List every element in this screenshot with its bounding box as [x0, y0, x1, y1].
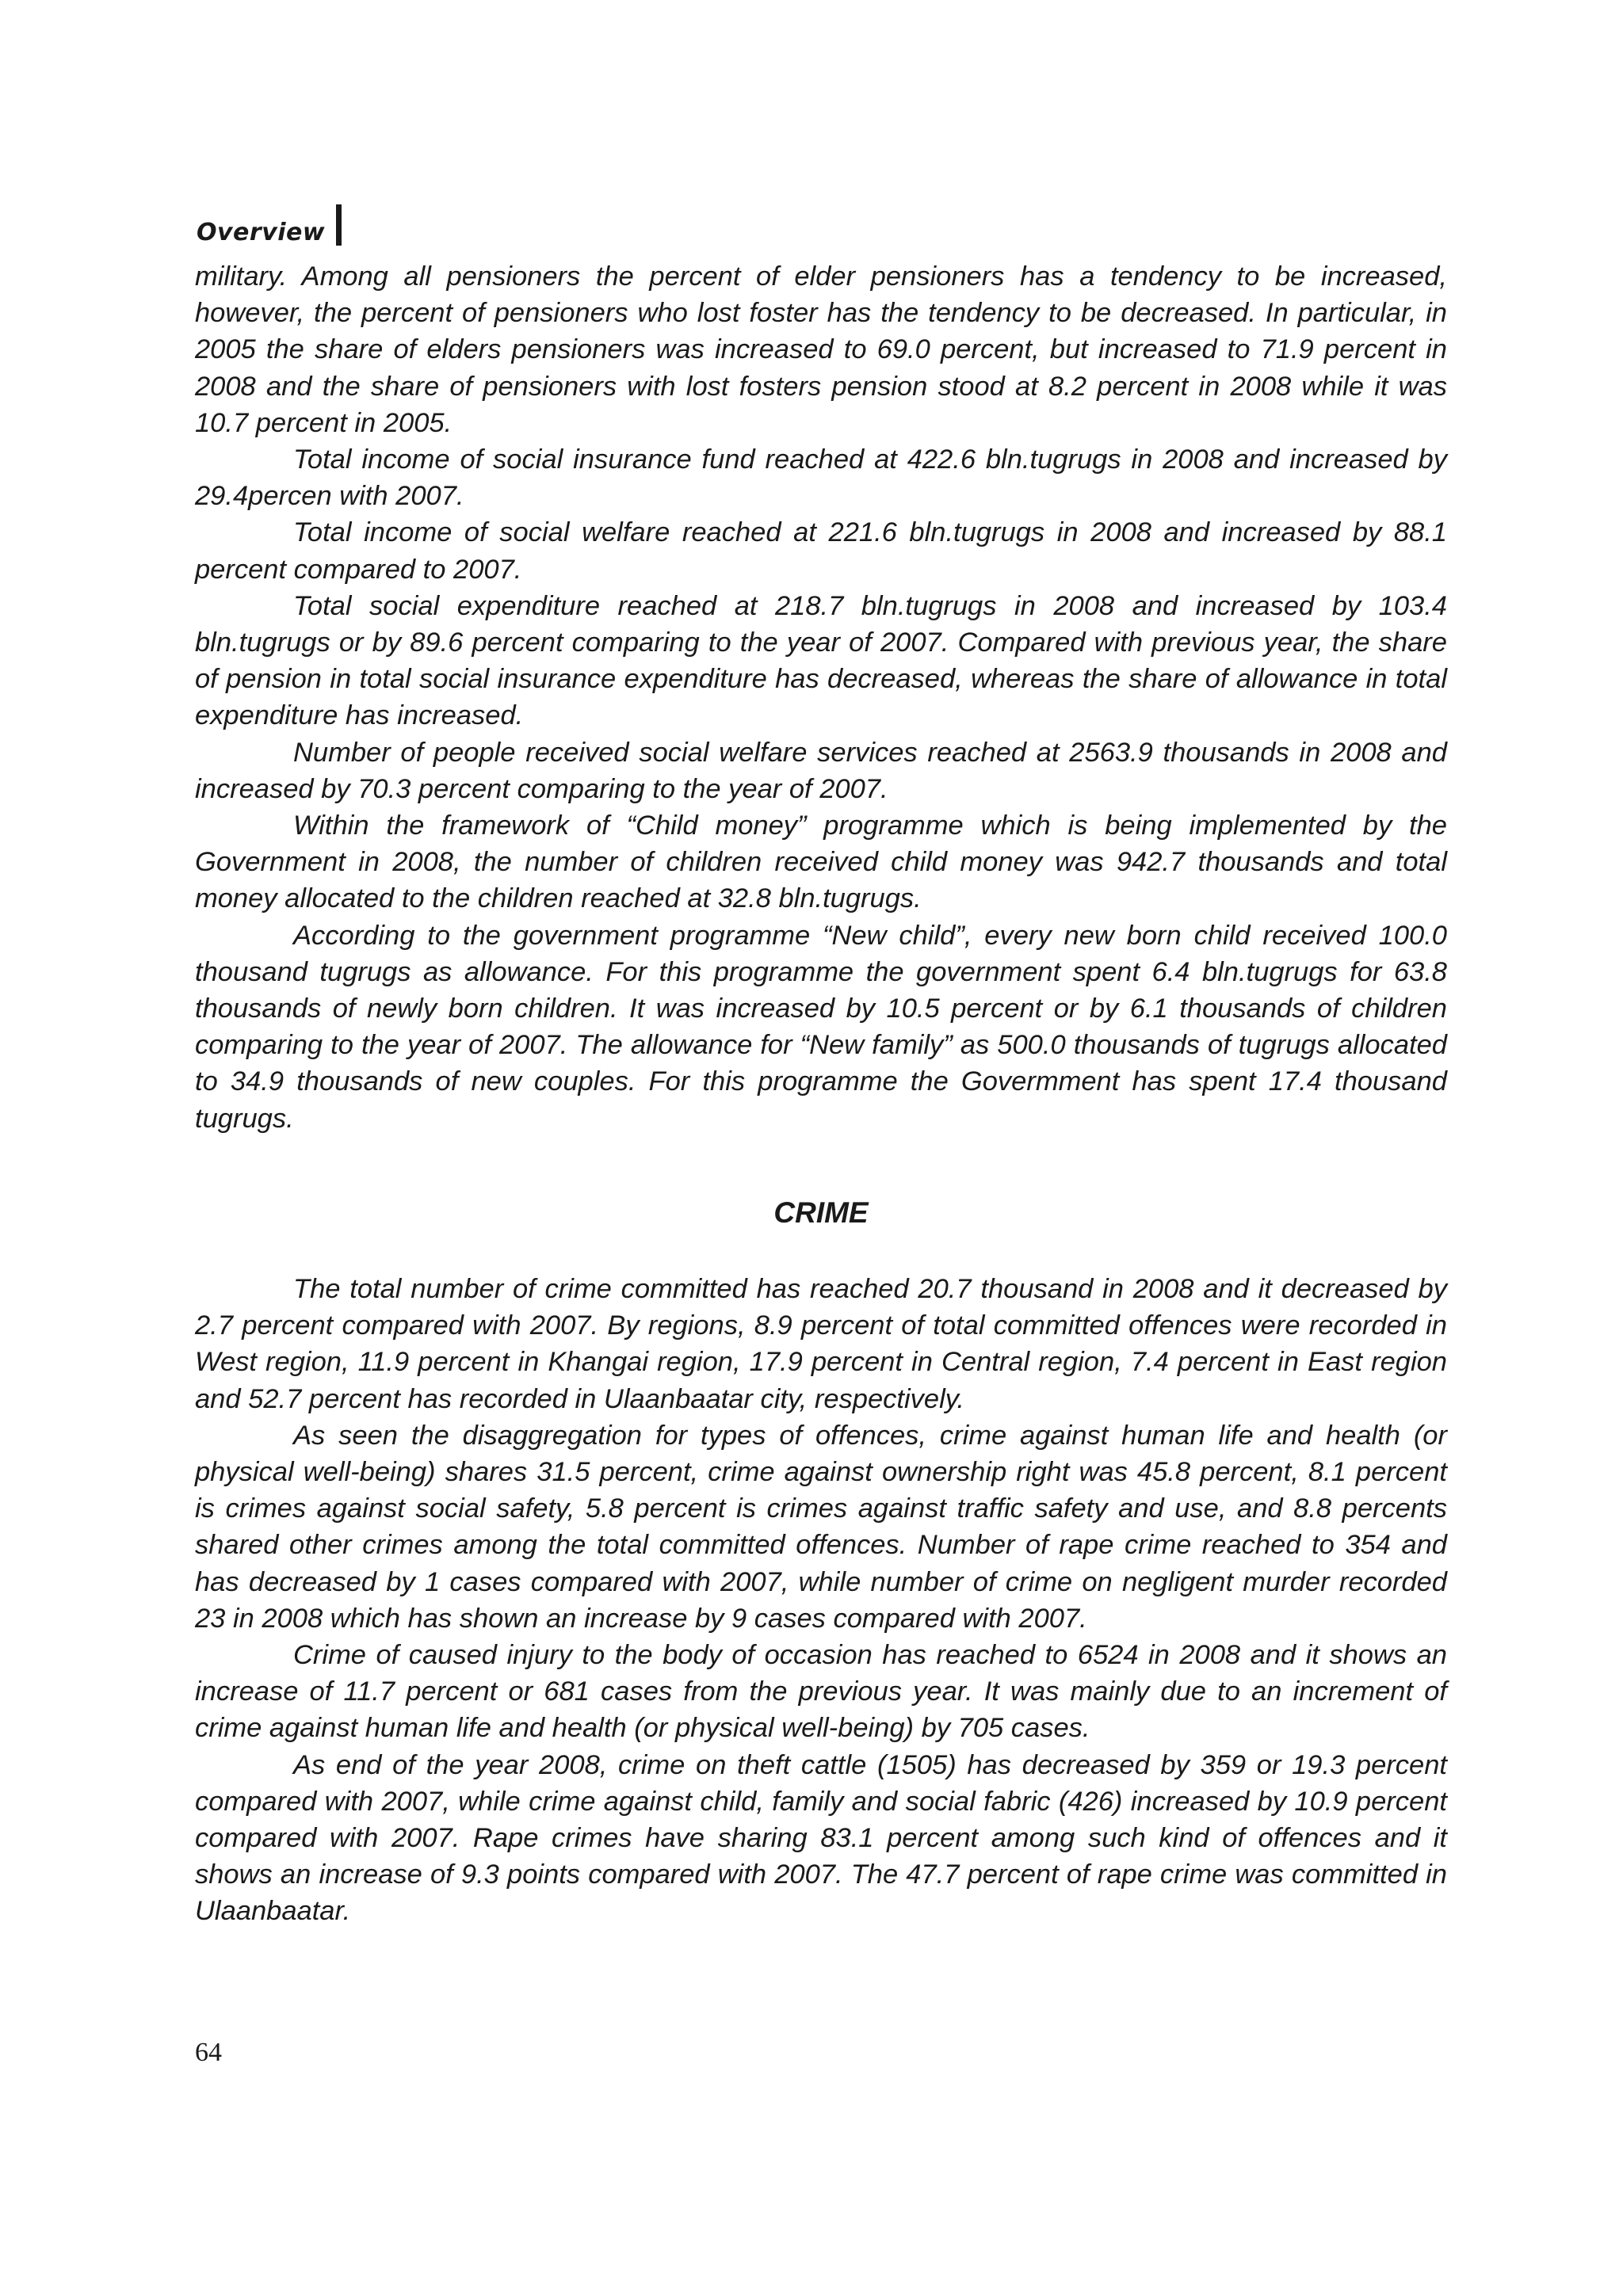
header-divider — [336, 204, 342, 246]
paragraph-crime-total: The total number of crime committed has reached 20.7 thousand in 2008 and it decreased by 2.7 percent compared with 2007. By regions, 8.9 percent of total committed offences were recorded in West region, 11.9 percent in Khangai region, 17.9 percent in Central region, 7.4 percent in East region and 52.7 percent has recorded in Ulaanbaatar city, respectively. — [195, 1274, 1447, 1414]
body-text-crime — [195, 1271, 1447, 1930]
body-text-top — [195, 258, 1447, 1137]
paragraph-social-welfare-income: Total income of social welfare reached at 221.6 bln.tugrugs in 2008 and increased by 88.1 percent compared to 2007. — [195, 517, 1447, 585]
paragraph-new-child: According to the government programme “New child”, every new born child received 100.0 thousand tugrugs as allowance. For this programme the government spent 6.4 bln.tugrugs for 63.8 thousands of newly born children. It was increased by 10.5 percent or by 6.1 thousands of children comparing to the year of 2007. The allowance for “New family” as 500.0 thousands of tugrugs allocated to 34.9 thousands of new couples. For this programme the Govermment has spent 17.4 thousand tugrugs. — [195, 920, 1447, 1134]
paragraph-crime-theft: As end of the year 2008, crime on theft cattle (1505) has decreased by 359 or 19.3 percent compared with 2007, while crime against child, family and social fabric (426) increased by 10.9 percent compared with 2007. Rape crimes have sharing 83.1 percent among such kind of offences and it shows an increase of 9.3 points compared with 2007. The 47.7 percent of rape crime was committed in Ulaanbaatar. — [195, 1749, 1447, 1927]
paragraph-crime-injury: Crime of caused injury to the body of occasion has reached to 6524 in 2008 and it shows an increase of 11.7 percent or 681 cases from the previous year. It was mainly due to an increment of crime against human life and health (or physical well-being) by 705 cases. — [195, 1640, 1447, 1744]
section-heading-crime: CRIME — [773, 1196, 869, 1229]
page-number: 64 — [195, 2038, 222, 2067]
running-header — [197, 212, 342, 254]
paragraph-welfare-services: Number of people received social welfare services reached at 2563.9 thousands in 2008 and increased by 70.3 percent comparing to the year of 2007. — [195, 737, 1447, 804]
paragraph-crime-types: As seen the disaggregation for types of offences, crime against human life and health (or physical well-being) shares 31.5 percent, crime against ownership right was 45.8 percent, 8.1 percent is crimes against social safety, 5.8 percent is crimes against traffic safety and use, and 8.8 percents shared other crimes among the total committed offences. Number of rape crime reached to 354 and has decreased by 1 cases compared with 2007, while number of crime on negligent murder recorded 23 in 2008 which has shown an increase by 9 cases compared with 2007. — [195, 1420, 1447, 1634]
paragraph-social-insurance-income: Total income of social insurance fund reached at 422.6 bln.tugrugs in 2008 and increased by 29.4percen with 2007. — [195, 444, 1447, 512]
paragraph-child-money: Within the framework of “Child money” programme which is being implemented by the Government in 2008, the number of children received child money was 942.7 thousands and total money allocated to the children reached at 32.8 bln.tugrugs. — [195, 810, 1447, 914]
header-title: Overview — [197, 219, 326, 246]
paragraph-pensioners: military. Among all pensioners the percent of elder pensioners has a tendency to be increased, however, the percent of pensioners who lost foster has the tendency to be decreased. In particular, in 2005 the share of elders pensioners was increased to 69.0 percent, but increased to 71.9 percent in 2008 and the share of pensioners with lost fosters pension stood at 8.2 percent in 2008 while it was 10.7 percent in 2005. — [195, 261, 1447, 438]
paragraph-social-expenditure: Total social expenditure reached at 218.7 bln.tugrugs in 2008 and increased by 103.4 bln.tugrugs or by 89.6 percent comparing to the year of 2007. Compared with previous year, the share of pension in total social insurance expenditure has decreased, whereas the share of allowance in total expenditure has increased. — [195, 590, 1447, 731]
